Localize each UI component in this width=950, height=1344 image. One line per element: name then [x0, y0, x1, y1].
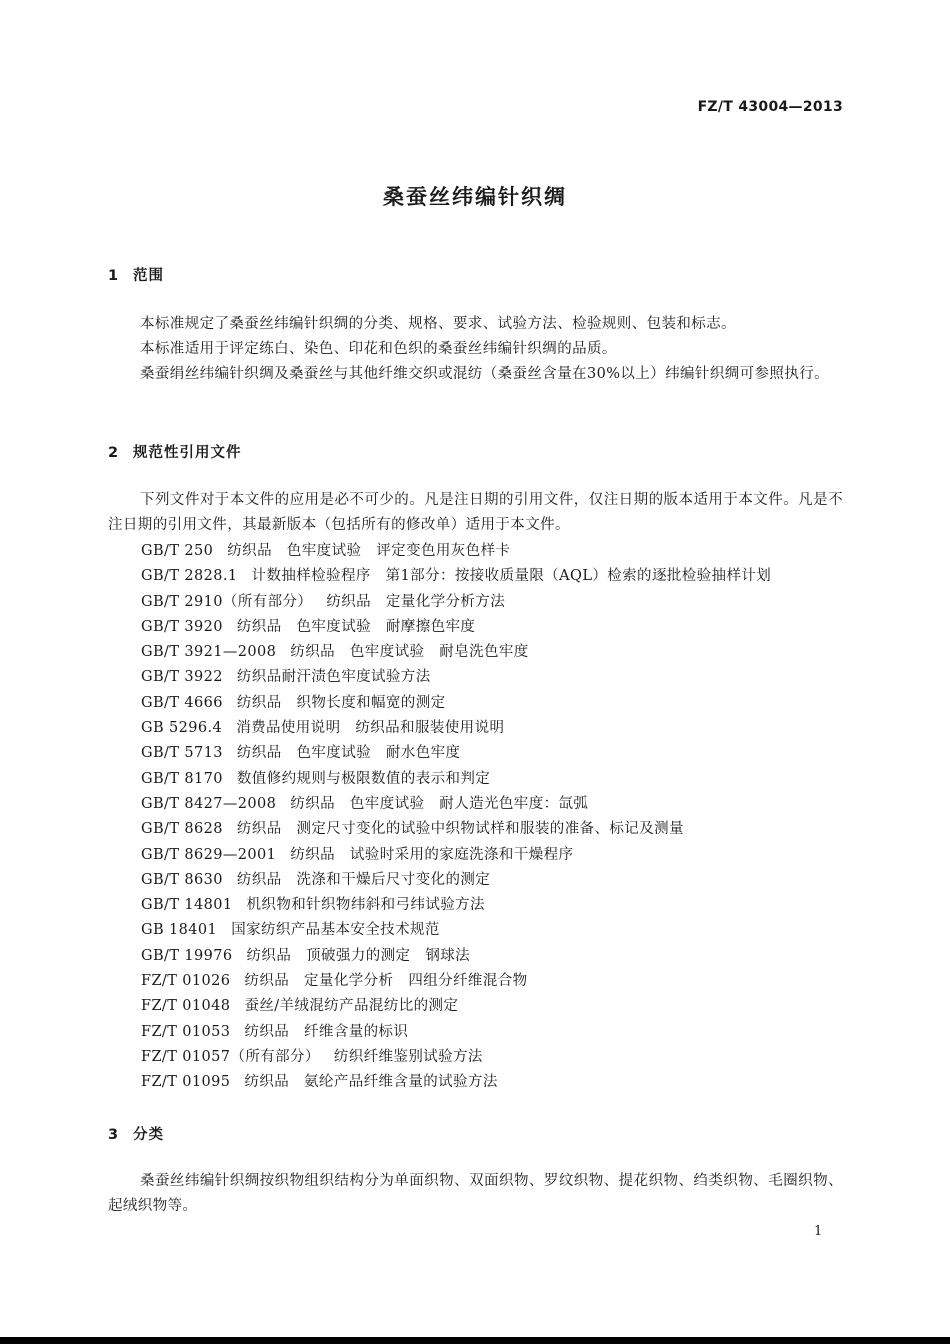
reference-item: [141, 918, 771, 943]
section-1-heading: [108, 264, 164, 285]
reference-code: GB/T 19976: [141, 947, 233, 964]
reference-title: 纺织品 顶破强力的测定 钢球法: [246, 947, 471, 964]
section-3-heading: [108, 1123, 164, 1144]
reference-item: [141, 868, 771, 893]
reference-item: [141, 564, 771, 589]
reference-code: GB/T 2910（所有部分）: [141, 593, 313, 610]
reference-code: GB/T 3920: [141, 618, 223, 635]
normative-references-list: [141, 539, 771, 1096]
reference-code: GB/T 5713: [141, 745, 223, 762]
section-number: 2: [108, 445, 120, 461]
reference-title: 数值修约规则与极限数值的表示和判定: [236, 770, 491, 787]
reference-title: 纺织品 测定尺寸变化的试验中织物试样和服装的准备、标记及测量: [236, 821, 684, 838]
reference-item: [141, 792, 771, 817]
reference-code: GB/T 8427—2008: [141, 795, 277, 812]
reference-title: 纺织纤维鉴别试验方法: [333, 1048, 483, 1065]
reference-code: GB/T 8630: [141, 871, 223, 888]
section-title: 分类: [133, 1127, 164, 1143]
reference-code: GB/T 14801: [141, 897, 233, 914]
reference-code: GB/T 8628: [141, 821, 223, 838]
reference-code: GB/T 3922: [141, 669, 223, 686]
reference-item: [141, 969, 771, 994]
reference-code: FZ/T 01048: [141, 998, 231, 1015]
reference-title: 国家纺织产品基本安全技术规范: [231, 922, 440, 939]
reference-item: [141, 716, 771, 741]
section-2-intro: 下列文件对于本文件的应用是必不可少的。凡是注日期的引用文件，仅注日期的版本适用于本文件。凡是不注日期的引用文件，其最新版本（包括所有的修改单）适用于本文件。: [108, 492, 843, 534]
reference-code: GB/T 4666: [141, 694, 223, 711]
section-1-paragraph: 本标准规定了桑蚕丝纬编针织绸的分类、规格、要求、试验方法、检验规则、包装和标志。: [140, 316, 736, 332]
reference-item: [141, 640, 771, 665]
reference-code: FZ/T 01057（所有部分）: [141, 1048, 320, 1065]
reference-code: GB/T 8629—2001: [141, 846, 277, 863]
reference-title: 纺织品 试验时采用的家庭洗涤和干燥程序: [290, 846, 574, 863]
section-2-heading: [108, 441, 242, 462]
reference-item: [141, 944, 771, 969]
reference-title: 纺织品 色牢度试验 耐人造光色牢度：氙弧: [290, 795, 589, 812]
reference-item: [141, 1020, 771, 1045]
section-number: 1: [108, 268, 120, 284]
section-1-paragraph: 本标准适用于评定练白、染色、印花和色织的桑蚕丝纬编针织绸的品质。: [140, 341, 617, 357]
reference-code: FZ/T 01053: [141, 1023, 231, 1040]
reference-item: [141, 843, 771, 868]
reference-title: 纺织品 定量化学分析 四组分纤维混合物: [244, 973, 528, 990]
bottom-rule: [0, 1337, 950, 1344]
reference-item: [141, 665, 771, 690]
reference-item: [141, 615, 771, 640]
reference-code: GB/T 250: [141, 543, 214, 559]
reference-title: 计数抽样检验程序 第1部分：按接收质量限（AQL）检索的逐批检验抽样计划: [251, 568, 772, 585]
reference-title: 纺织品 氨纶产品纤维含量的试验方法: [244, 1074, 498, 1091]
reference-title: 纺织品 色牢度试验 耐摩擦色牢度: [236, 618, 476, 635]
reference-title: 纺织品耐汗渍色牢度试验方法: [236, 669, 431, 686]
standard-number: FZ/T 43004—2013: [697, 99, 843, 115]
reference-title: 纺织品 色牢度试验 耐皂洗色牢度: [290, 644, 529, 661]
reference-code: GB/T 8170: [141, 770, 223, 787]
reference-title: 蚕丝/羊绒混纺产品混纺比的测定: [244, 998, 459, 1015]
reference-title: 纺织品 定量化学分析方法: [326, 593, 506, 610]
reference-item: [141, 1045, 771, 1070]
reference-code: GB 18401: [141, 922, 218, 939]
reference-title: 纺织品 纤维含量的标识: [244, 1023, 409, 1040]
reference-item: [141, 741, 771, 766]
section-title: 范围: [133, 268, 164, 284]
reference-code: FZ/T 01026: [141, 973, 231, 990]
reference-item: [141, 691, 771, 716]
section-title: 规范性引用文件: [133, 445, 242, 461]
reference-item: [141, 767, 771, 792]
section-number: 3: [108, 1127, 120, 1143]
reference-item: [141, 817, 771, 842]
document-title: 桑蚕丝纬编针织绸: [383, 185, 567, 209]
reference-item: [141, 893, 771, 918]
reference-code: FZ/T 01095: [141, 1074, 231, 1091]
reference-item: [141, 994, 771, 1019]
reference-title: 纺织品 织物长度和幅宽的测定: [236, 694, 446, 711]
section-3-paragraph: 桑蚕丝纬编针织绸按织物组织结构分为单面织物、双面织物、罗纹织物、提花织物、绉类织物、毛圈织物、起绒织物等。: [108, 1173, 843, 1215]
reference-title: 消费品使用说明 纺织品和服装使用说明: [236, 720, 505, 737]
reference-item: [141, 590, 771, 615]
reference-code: GB/T 2828.1: [141, 568, 238, 585]
reference-item: [141, 539, 771, 564]
reference-title: 纺织品 色牢度试验 耐水色牢度: [236, 745, 461, 762]
reference-item: [141, 1070, 771, 1095]
reference-title: 纺织品 洗涤和干燥后尺寸变化的测定: [236, 871, 491, 888]
page-number: 1: [814, 1224, 823, 1239]
reference-code: GB 5296.4: [141, 720, 223, 737]
section-1-paragraph: 桑蚕绢丝纬编针织绸及桑蚕丝与其他纤维交织或混纺（桑蚕丝含量在30%以上）纬编针织绸可参照执行。: [140, 366, 830, 382]
reference-title: 纺织品 色牢度试验 评定变色用灰色样卡: [227, 543, 511, 559]
reference-code: GB/T 3921—2008: [141, 644, 277, 661]
reference-title: 机织物和针织物纬斜和弓纬试验方法: [246, 897, 485, 914]
